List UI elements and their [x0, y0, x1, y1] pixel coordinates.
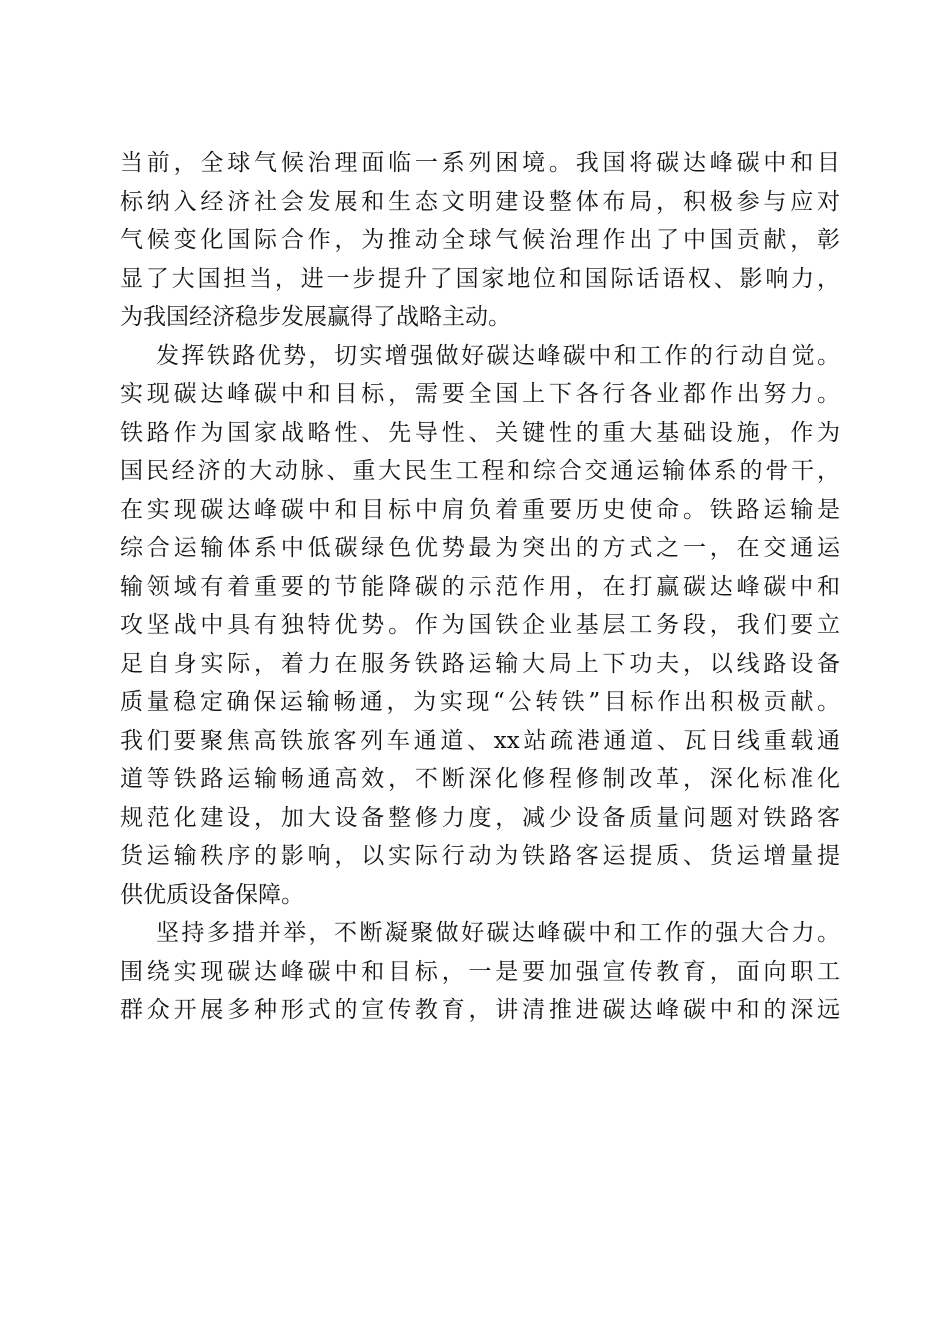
paragraph-line: 发挥铁路优势，切实增强做好碳达峰碳中和工作的行动自觉。 [156, 342, 840, 369]
paragraph-line: 国民经济的大动脉、重大民生工程和综合交通运输体系的骨干， [120, 458, 840, 484]
paragraph-line: 群众开展多种形式的宣传教育，讲清推进碳达峰碳中和的深远 [120, 997, 840, 1023]
paragraph-line: 铁路作为国家战略性、先导性、关键性的重大基础设施，作为 [120, 419, 840, 446]
paragraph-line: 坚持多措并举，不断凝聚做好碳达峰碳中和工作的强大合力。 [156, 920, 840, 946]
paragraph-line: 输领域有着重要的节能降碳的示范作用，在打赢碳达峰碳中和 [120, 573, 840, 600]
paragraph-line: 规范化建设，加大设备整修力度，减少设备质量问题对铁路客 [120, 804, 840, 831]
paragraph-line: 攻坚战中具有独特优势。作为国铁企业基层工务段，我们要立 [120, 612, 840, 638]
paragraph-line: 综合运输体系中低碳绿色优势最为突出的方式之一，在交通运 [120, 535, 840, 561]
paragraph-line: 气候变化国际合作，为推动全球气候治理作出了中国贡献，彰 [120, 227, 840, 253]
paragraph-line: 货运输秩序的影响，以实际行动为铁路客运提质、货运增量提 [120, 843, 840, 869]
paragraph-line: 足自身实际，着力在服务铁路运输大局上下功夫，以线路设备 [120, 650, 840, 677]
paragraph-line: 我们要聚焦高铁旅客列车通道、xx站疏港通道、瓦日线重载通 [120, 727, 840, 754]
paragraph-1 [120, 144, 840, 337]
paragraph-line: 实现碳达峰碳中和目标，需要全国上下各行各业都作出努力。 [120, 381, 840, 407]
paragraph-line: 显了大国担当，进一步提升了国家地位和国际话语权、影响力， [120, 265, 840, 292]
paragraph-2 [120, 337, 840, 915]
paragraph-line: 道等铁路运输畅通高效，不断深化修程修制改革，深化标准化 [120, 766, 840, 792]
document-body [120, 144, 840, 1030]
paragraph-line: 当前，全球气候治理面临一系列困境。我国将碳达峰碳中和目 [120, 150, 840, 176]
paragraph-line: 在实现碳达峰碳中和目标中肩负着重要历史使命。铁路运输是 [120, 496, 840, 523]
paragraph-line: 标纳入经济社会发展和生态文明建设整体布局，积极参与应对 [120, 188, 840, 215]
paragraph-line: 供优质设备保障。 [120, 881, 304, 908]
paragraph-line: 质量稳定确保运输畅通，为实现“公转铁”目标作出积极贡献。 [120, 689, 840, 715]
paragraph-3 [120, 914, 840, 1030]
paragraph-line: 为我国经济稳步发展赢得了战略主动。 [120, 304, 511, 330]
paragraph-line: 围绕实现碳达峰碳中和目标，一是要加强宣传教育，面向职工 [120, 958, 840, 985]
